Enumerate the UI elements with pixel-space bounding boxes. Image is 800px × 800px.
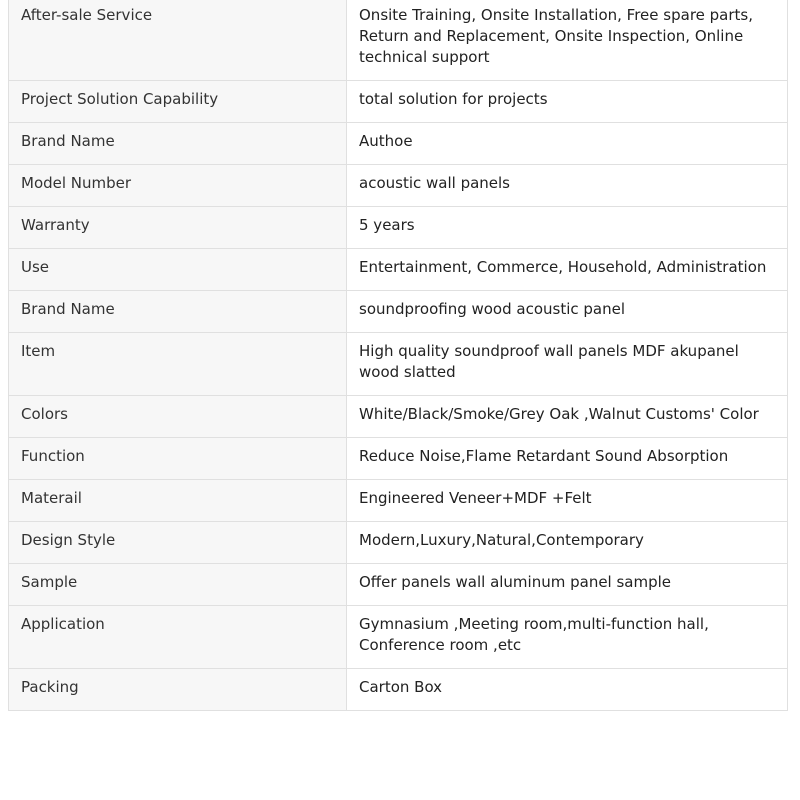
spec-value: Entertainment, Commerce, Household, Administration bbox=[347, 249, 788, 291]
spec-label: Function bbox=[9, 438, 347, 480]
table-row bbox=[9, 606, 788, 669]
spec-value: White/Black/Smoke/Grey Oak ,Walnut Customs' Color bbox=[347, 396, 788, 438]
spec-value: Onsite Training, Onsite Installation, Free spare parts, Return and Replacement, Onsite Inspection, Online technical support bbox=[347, 0, 788, 81]
spec-label: Model Number bbox=[9, 165, 347, 207]
spec-label: Brand Name bbox=[9, 123, 347, 165]
table-row bbox=[9, 207, 788, 249]
table-row bbox=[9, 291, 788, 333]
spec-value: Offer panels wall aluminum panel sample bbox=[347, 564, 788, 606]
table-row bbox=[9, 249, 788, 291]
spec-value: Modern,Luxury,Natural,Contemporary bbox=[347, 522, 788, 564]
table-row bbox=[9, 669, 788, 711]
spec-label: Materail bbox=[9, 480, 347, 522]
spec-label: After-sale Service bbox=[9, 0, 347, 81]
spec-label: Warranty bbox=[9, 207, 347, 249]
spec-value: Authoe bbox=[347, 123, 788, 165]
table-row bbox=[9, 0, 788, 81]
spec-label: Application bbox=[9, 606, 347, 669]
spec-value: acoustic wall panels bbox=[347, 165, 788, 207]
spec-value: Reduce Noise,Flame Retardant Sound Absorption bbox=[347, 438, 788, 480]
table-row bbox=[9, 438, 788, 480]
product-spec-table bbox=[8, 0, 788, 711]
spec-label: Item bbox=[9, 333, 347, 396]
table-row bbox=[9, 123, 788, 165]
spec-value: 5 years bbox=[347, 207, 788, 249]
table-row bbox=[9, 480, 788, 522]
spec-label: Brand Name bbox=[9, 291, 347, 333]
table-row bbox=[9, 396, 788, 438]
spec-label: Colors bbox=[9, 396, 347, 438]
spec-label: Design Style bbox=[9, 522, 347, 564]
spec-value: Carton Box bbox=[347, 669, 788, 711]
spec-label: Packing bbox=[9, 669, 347, 711]
spec-label: Use bbox=[9, 249, 347, 291]
spec-label: Sample bbox=[9, 564, 347, 606]
table-row bbox=[9, 564, 788, 606]
spec-value: Engineered Veneer+MDF +Felt bbox=[347, 480, 788, 522]
spec-value: High quality soundproof wall panels MDF akupanel wood slatted bbox=[347, 333, 788, 396]
table-row bbox=[9, 81, 788, 123]
table-row bbox=[9, 522, 788, 564]
spec-label: Project Solution Capability bbox=[9, 81, 347, 123]
table-row bbox=[9, 333, 788, 396]
spec-value: soundproofing wood acoustic panel bbox=[347, 291, 788, 333]
spec-value: Gymnasium ,Meeting room,multi-function hall, Conference room ,etc bbox=[347, 606, 788, 669]
spec-value: total solution for projects bbox=[347, 81, 788, 123]
table-row bbox=[9, 165, 788, 207]
